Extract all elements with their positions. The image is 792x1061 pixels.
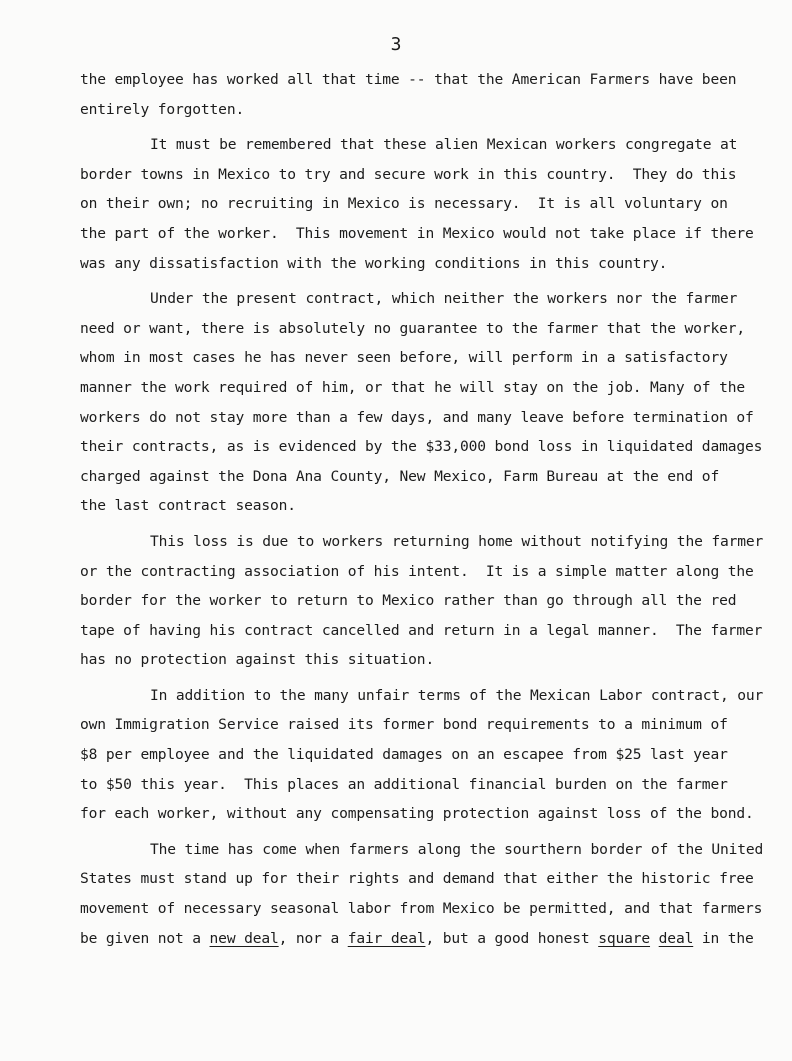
underlined-word-deal: deal <box>658 929 694 947</box>
paragraph-list <box>80 65 764 829</box>
text-line: own Immigration Service raised its former bond requirements to a minimum of <box>80 716 728 734</box>
text-line: This loss is due to workers returning home without notifying the farmer <box>150 532 764 550</box>
text-line: for each worker, without any compensating protection against loss of the bond. <box>80 805 754 823</box>
text-line: has no protection against this situation. <box>80 651 435 669</box>
text-segment: in the <box>693 929 754 947</box>
text-line: need or want, there is absolutely no guarantee to the farmer that the worker, <box>80 319 745 337</box>
text-line: was any dissatisfaction with the working conditions in this country. <box>80 254 668 272</box>
paragraph <box>80 65 737 124</box>
text-line: movement of necessary seasonal labor from Mexico be permitted, and that farmers <box>80 900 763 918</box>
text-line: In addition to the many unfair terms of the Mexican Labor contract, our <box>150 686 764 704</box>
text-line: It must be remembered that these alien Mexican workers congregate at <box>150 136 738 154</box>
text-line: whom in most cases he has never seen before, will perform in a satisfactory <box>80 349 728 367</box>
text-line: their contracts, as is evidenced by the $33,000 bond loss in liquidated damages <box>80 438 763 456</box>
text-line: border towns in Mexico to try and secure work in this country. They do this <box>80 165 737 183</box>
text-line: border for the worker to return to Mexico rather than go through all the red <box>80 592 737 610</box>
text-line: the part of the worker. This movement in Mexico would not take place if there <box>80 224 754 242</box>
text-line: workers do not stay more than a few days, and many leave before termination of <box>80 408 754 426</box>
paragraph <box>80 681 764 829</box>
text-line: to $50 this year. This places an additional financial burden on the farmer <box>80 775 728 793</box>
text-line: entirely forgotten. <box>80 100 245 118</box>
text-line: $8 per employee and the liquidated damages on an escapee from $25 last year <box>80 746 728 764</box>
text-segment <box>650 930 659 947</box>
paragraph <box>80 284 763 521</box>
text-line: the last contract season. <box>80 497 296 515</box>
text-line: The time has come when farmers along the sourthern border of the United <box>150 840 764 858</box>
text-segment: , but a good honest <box>425 929 599 947</box>
text-line: Under the present contract, which neither the workers nor the farmer <box>150 290 738 308</box>
paragraph-final <box>80 835 764 953</box>
underlined-phrase-new-deal: new deal <box>209 929 279 947</box>
underlined-phrase-fair-deal: fair deal <box>347 929 426 947</box>
page-number: 3 <box>390 34 402 55</box>
text-line: on their own; no recruiting in Mexico is necessary. It is all voluntary on <box>80 195 728 213</box>
text-line: or the contracting association of his intent. It is a simple matter along the <box>80 562 754 580</box>
text-line: charged against the Dona Ana County, New Mexico, Farm Bureau at the end of <box>80 467 720 485</box>
underlined-word-square: square <box>598 929 651 947</box>
text-segment: , nor a <box>278 929 348 947</box>
text-line: tape of having his contract cancelled and return in a legal manner. The farmer <box>80 621 763 639</box>
text-segment: be given not a <box>80 929 210 947</box>
text-line <box>80 924 754 954</box>
text-line: the employee has worked all that time -- that the American Farmers have been <box>80 71 737 88</box>
text-line: manner the work required of him, or that he will stay on the job. Many of the <box>80 378 745 396</box>
paragraph <box>80 130 754 278</box>
text-line: States must stand up for their rights and demand that either the historic free <box>80 870 754 888</box>
body-text <box>80 65 764 959</box>
paragraph <box>80 527 764 675</box>
